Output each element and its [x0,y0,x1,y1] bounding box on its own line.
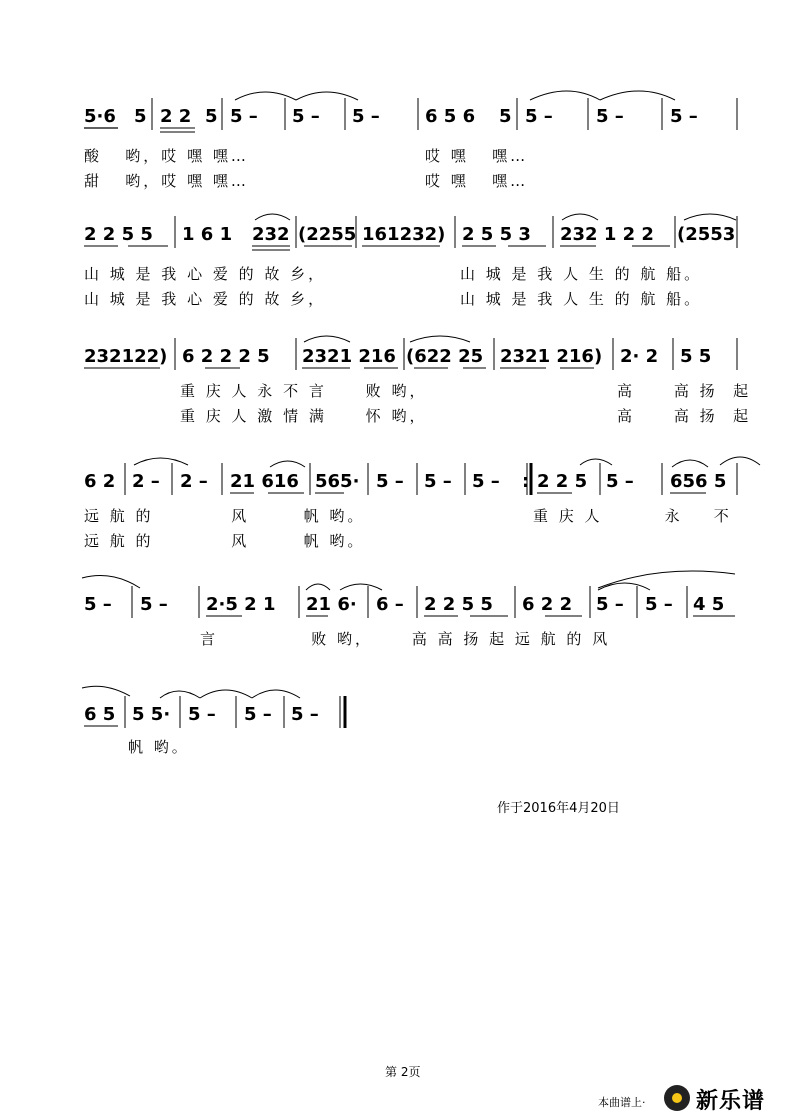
svg-text:565·: 565· [315,471,360,492]
svg-text:(2553: (2553 [677,224,736,245]
lyric-verse1-right: 哎 嘿 嘿… [425,147,529,165]
svg-text:5 –: 5 – [188,704,216,725]
lyric-verse1-left: 帆 哟。 [128,738,190,756]
svg-text:6 2: 6 2 [84,471,116,492]
svg-text:(622 25: (622 25 [406,346,484,367]
brand-prefix: 本曲谱上· [598,1096,646,1109]
notation-svg [0,90,790,150]
lyric-verse2-left: 甜 哟，哎 嘿 嘿… [84,172,249,190]
svg-text:5 –: 5 – [230,106,258,127]
lyric-verse2-left: 远 航 的 风 帆 哟。 [84,532,366,550]
svg-text:21 6·: 21 6· [306,594,357,615]
svg-text:5 –: 5 – [670,106,698,127]
notation-svg [0,688,790,748]
svg-text:2 –: 2 – [132,471,160,492]
svg-text:232122): 232122) [84,346,168,367]
svg-text:6 2 2 2 5: 6 2 2 2 5 [182,346,270,367]
lyric-verse2-right: 山 城 是 我 人 生 的 航 船。 [460,290,703,308]
lyric-verse2-left: 山 城 是 我 心 爱 的 故 乡， [84,290,327,308]
svg-text:5 –: 5 – [291,704,319,725]
svg-text:21 616: 21 616 [230,471,299,492]
svg-text:6 5 6: 6 5 6 [425,106,476,127]
notation-line [0,90,790,150]
svg-text:2 –: 2 – [180,471,208,492]
svg-text:2· 2: 2· 2 [620,346,659,367]
svg-text:5 –: 5 – [376,471,404,492]
svg-text:232: 232 [252,224,290,245]
watermark-brand [598,1084,788,1114]
svg-text:6 2 2: 6 2 2 [522,594,573,615]
svg-text:5 –: 5 – [140,594,168,615]
svg-text:232 1 2 2: 232 1 2 2 [560,224,654,245]
svg-text:2 2 5: 2 2 5 [537,471,588,492]
svg-text:5: 5 [499,106,512,127]
svg-text:5 –: 5 – [244,704,272,725]
brand-name: 新乐谱 [696,1089,766,1114]
svg-text:161232): 161232) [362,224,446,245]
svg-text:5 –: 5 – [424,471,452,492]
svg-text:2·5 2 1: 2·5 2 1 [206,594,276,615]
svg-text:2 5 5 3: 2 5 5 3 [462,224,531,245]
svg-text:(2255: (2255 [298,224,357,245]
notation-svg [0,208,790,268]
svg-text:6 –: 6 – [376,594,404,615]
svg-text:2321 216): 2321 216) [500,346,603,367]
lyric-verse1-left: 重 庆 人 永 不 言 败 哟， [180,382,428,400]
svg-text:5 5·: 5 5· [132,704,171,725]
lyric-verse1-right: 山 城 是 我 人 生 的 航 船。 [460,265,703,283]
svg-text:5: 5 [134,106,147,127]
svg-text:2 2 5 5: 2 2 5 5 [84,224,153,245]
svg-text:656 5: 656 5 [670,471,727,492]
notation-line [0,688,790,748]
page-number: 第 2页 [385,1065,421,1079]
svg-text:5 –: 5 – [352,106,380,127]
lyric-verse1-left: 酸 哟，哎 嘿 嘿… [84,147,249,165]
svg-text:5 –: 5 – [525,106,553,127]
lyric-verse2-right: 哎 嘿 嘿… [425,172,529,190]
svg-text:4 5: 4 5 [693,594,725,615]
svg-text:6 5: 6 5 [84,704,116,725]
lyric-verse2-left: 重 庆 人 激 情 满 怀 哟， [180,407,428,425]
svg-text:5 –: 5 – [596,594,624,615]
svg-text:5 –: 5 – [472,471,500,492]
svg-text:5: 5 [205,106,218,127]
record-disc-icon [664,1085,690,1111]
lyric-verse1-right: 高 高 扬 起 [617,382,752,400]
svg-text:5 –: 5 – [596,106,624,127]
notation-line [0,208,790,268]
lyric-verse1-left: 远 航 的 风 帆 哟。 [84,507,366,525]
lyric-verse1-right: 重 庆 人 永 不 [533,507,732,525]
svg-text:2 2: 2 2 [160,106,192,127]
lyric-verse1-left: 言 败 哟， 高 高 扬 起 远 航 的 风 [200,630,611,648]
svg-text:5 –: 5 – [292,106,320,127]
svg-text:5 –: 5 – [84,594,112,615]
svg-text:1 6 1: 1 6 1 [182,224,233,245]
svg-text:2 2 5 5: 2 2 5 5 [424,594,493,615]
svg-text::: : [522,471,530,492]
svg-text:5 –: 5 – [606,471,634,492]
svg-text:5 5: 5 5 [680,346,712,367]
lyric-verse2-right: 高 高 扬 起 [617,407,752,425]
lyric-verse1-left: 山 城 是 我 心 爱 的 故 乡， [84,265,327,283]
svg-text:5·6: 5·6 [84,106,116,127]
svg-text:2321 216: 2321 216 [302,346,396,367]
composition-date: 作于2016年4月20日 [497,801,620,816]
svg-text:5 –: 5 – [645,594,673,615]
